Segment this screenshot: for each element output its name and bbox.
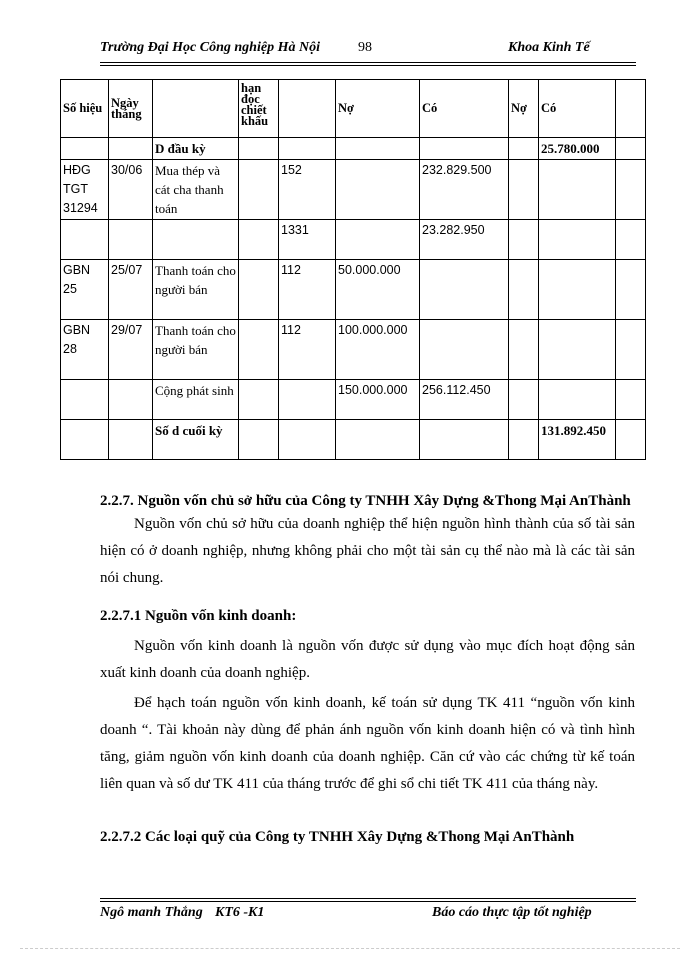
table-header-cell	[279, 80, 336, 138]
section-paragraph: Nguồn vốn kinh doanh là nguồn vốn được sử dụng vào mục đích hoạt động sản xuất kinh doanh của doanh nghiệp.	[100, 638, 635, 681]
table-cell	[336, 138, 420, 160]
table-cell	[279, 420, 336, 460]
section-paragraph: Nguồn vốn chủ sở hữu của doanh nghiệp thể hiện nguồn hình thành của số tài sản hiện có ở doanh nghiệp, nhưng không phải cho một tài sản cụ thể nào mà là các tài sản nói chung.	[100, 516, 635, 586]
table-cell	[539, 160, 616, 220]
table-cell	[336, 420, 420, 460]
section-title: 2.2.7. Nguồn vốn chủ sở hữu của Công ty TNHH Xây Dựng &Thong Mại AnThành	[100, 493, 631, 509]
table-cell	[239, 220, 279, 260]
table-cell: Thanh toán cho người bán	[153, 320, 239, 380]
table-cell	[109, 220, 153, 260]
page-footer	[100, 905, 636, 925]
header-page-number: 98	[358, 40, 372, 55]
table-cell: 30/06	[109, 160, 153, 220]
table-row	[61, 320, 646, 380]
page-header	[100, 40, 632, 60]
table-cell: HĐG TGT 31294	[61, 160, 109, 220]
page-edge-divider	[20, 948, 680, 949]
table-row	[61, 220, 646, 260]
table-cell: Mua thép và cát cha thanh toán	[153, 160, 239, 220]
table-cell: Cộng phát sinh	[153, 380, 239, 420]
table-cell: 23.282.950	[420, 220, 509, 260]
table-cell	[616, 420, 646, 460]
table-cell: 112	[279, 320, 336, 380]
table-cell	[239, 138, 279, 160]
table-header-cell: Có	[420, 80, 509, 138]
header-faculty: Khoa Kinh Tế	[508, 40, 590, 55]
table-cell: 25.780.000	[539, 138, 616, 160]
header-rule-double	[100, 65, 636, 66]
table-header-cell: Số hiệu	[61, 80, 109, 138]
table-cell: D đầu kỳ	[153, 138, 239, 160]
table-header-cell: Ngày tháng	[109, 80, 153, 138]
table-header-cell	[153, 80, 239, 138]
table-cell: GBN 25	[61, 260, 109, 320]
section-title: 2.2.7.1 Nguồn vốn kinh doanh:	[100, 608, 297, 624]
table-row	[61, 138, 646, 160]
table-cell: 150.000.000	[336, 380, 420, 420]
table-cell	[336, 160, 420, 220]
ledger-table	[60, 79, 646, 460]
table-cell	[61, 138, 109, 160]
table-cell	[539, 260, 616, 320]
table-cell: 131.892.450	[539, 420, 616, 460]
table-row	[61, 160, 646, 220]
table-header-cell: Có	[539, 80, 616, 138]
table-cell	[616, 320, 646, 380]
section-2-2-7-1	[100, 604, 635, 798]
table-cell	[420, 320, 509, 380]
table-cell	[239, 160, 279, 220]
table-cell	[239, 420, 279, 460]
table-cell	[509, 260, 539, 320]
table-cell: 29/07	[109, 320, 153, 380]
section-paragraph: Để hạch toán nguồn vốn kinh doanh, kế toán sử dụng TK 411 “nguồn vốn kinh doanh “. Tài khoản này dùng để phản ánh nguồn vốn kinh doanh hiện có và tình hình tăng, giảm nguồn vốn kinh doanh của doanh nghiệp. Căn cứ vào các chứng từ kế toán liên quan và số dư TK 411 của tháng trước để ghi sổ chi tiết TK 411 của tháng này.	[100, 695, 635, 792]
footer-report: Báo cáo thực tập tốt nghiệp	[432, 905, 592, 920]
table-header-cell	[616, 80, 646, 138]
table-cell	[420, 138, 509, 160]
header-school: Trường Đại Học Công nghiệp Hà Nội	[100, 40, 320, 55]
table-cell: GBN 28	[61, 320, 109, 380]
table-cell	[616, 260, 646, 320]
footer-rule	[100, 898, 636, 899]
footer-author: Ngô manh Thắng	[100, 905, 203, 920]
table-cell	[616, 380, 646, 420]
table-cell: 112	[279, 260, 336, 320]
table-cell	[539, 380, 616, 420]
table-cell	[109, 138, 153, 160]
table-cell	[153, 220, 239, 260]
table-cell: Thanh toán cho người bán	[153, 260, 239, 320]
table-cell	[61, 420, 109, 460]
table-cell	[616, 220, 646, 260]
table-cell	[109, 380, 153, 420]
table-cell	[509, 220, 539, 260]
section-2-2-7-2	[100, 829, 635, 846]
table-cell	[61, 380, 109, 420]
table-cell	[420, 420, 509, 460]
table-header-row	[61, 80, 646, 138]
table-cell: 100.000.000	[336, 320, 420, 380]
table-cell	[109, 420, 153, 460]
table-cell	[509, 160, 539, 220]
table-row	[61, 260, 646, 320]
table-cell	[509, 138, 539, 160]
table-header-cell: Nợ	[509, 80, 539, 138]
table-cell	[336, 220, 420, 260]
table-cell	[420, 260, 509, 320]
section-2-2-7	[100, 492, 635, 592]
table-cell: 25/07	[109, 260, 153, 320]
table-cell: Số d cuối kỳ	[153, 420, 239, 460]
table-cell	[239, 260, 279, 320]
table-header-cell: Nợ	[336, 80, 420, 138]
table-cell: 232.829.500	[420, 160, 509, 220]
header-rule	[100, 62, 636, 63]
table-cell: 256.112.450	[420, 380, 509, 420]
table-row	[61, 420, 646, 460]
table-cell	[239, 320, 279, 380]
table-cell: 152	[279, 160, 336, 220]
footer-class: KT6 -K1	[215, 905, 265, 920]
table-cell	[616, 160, 646, 220]
table-cell	[616, 138, 646, 160]
table-cell	[509, 380, 539, 420]
table-cell	[509, 320, 539, 380]
table-cell	[509, 420, 539, 460]
table-cell	[239, 380, 279, 420]
table-cell	[279, 138, 336, 160]
footer-rule-double	[100, 901, 636, 902]
table-cell: 1331	[279, 220, 336, 260]
table-cell	[539, 220, 616, 260]
section-title: 2.2.7.2 Các loại quỹ của Công ty TNHH Xây Dựng &Thong Mại AnThành	[100, 829, 575, 845]
table-cell	[539, 320, 616, 380]
table-cell: 50.000.000	[336, 260, 420, 320]
table-cell	[279, 380, 336, 420]
table-row	[61, 380, 646, 420]
table-header-cell: hạn đọc chiết khấu	[239, 80, 279, 138]
table-cell	[61, 220, 109, 260]
